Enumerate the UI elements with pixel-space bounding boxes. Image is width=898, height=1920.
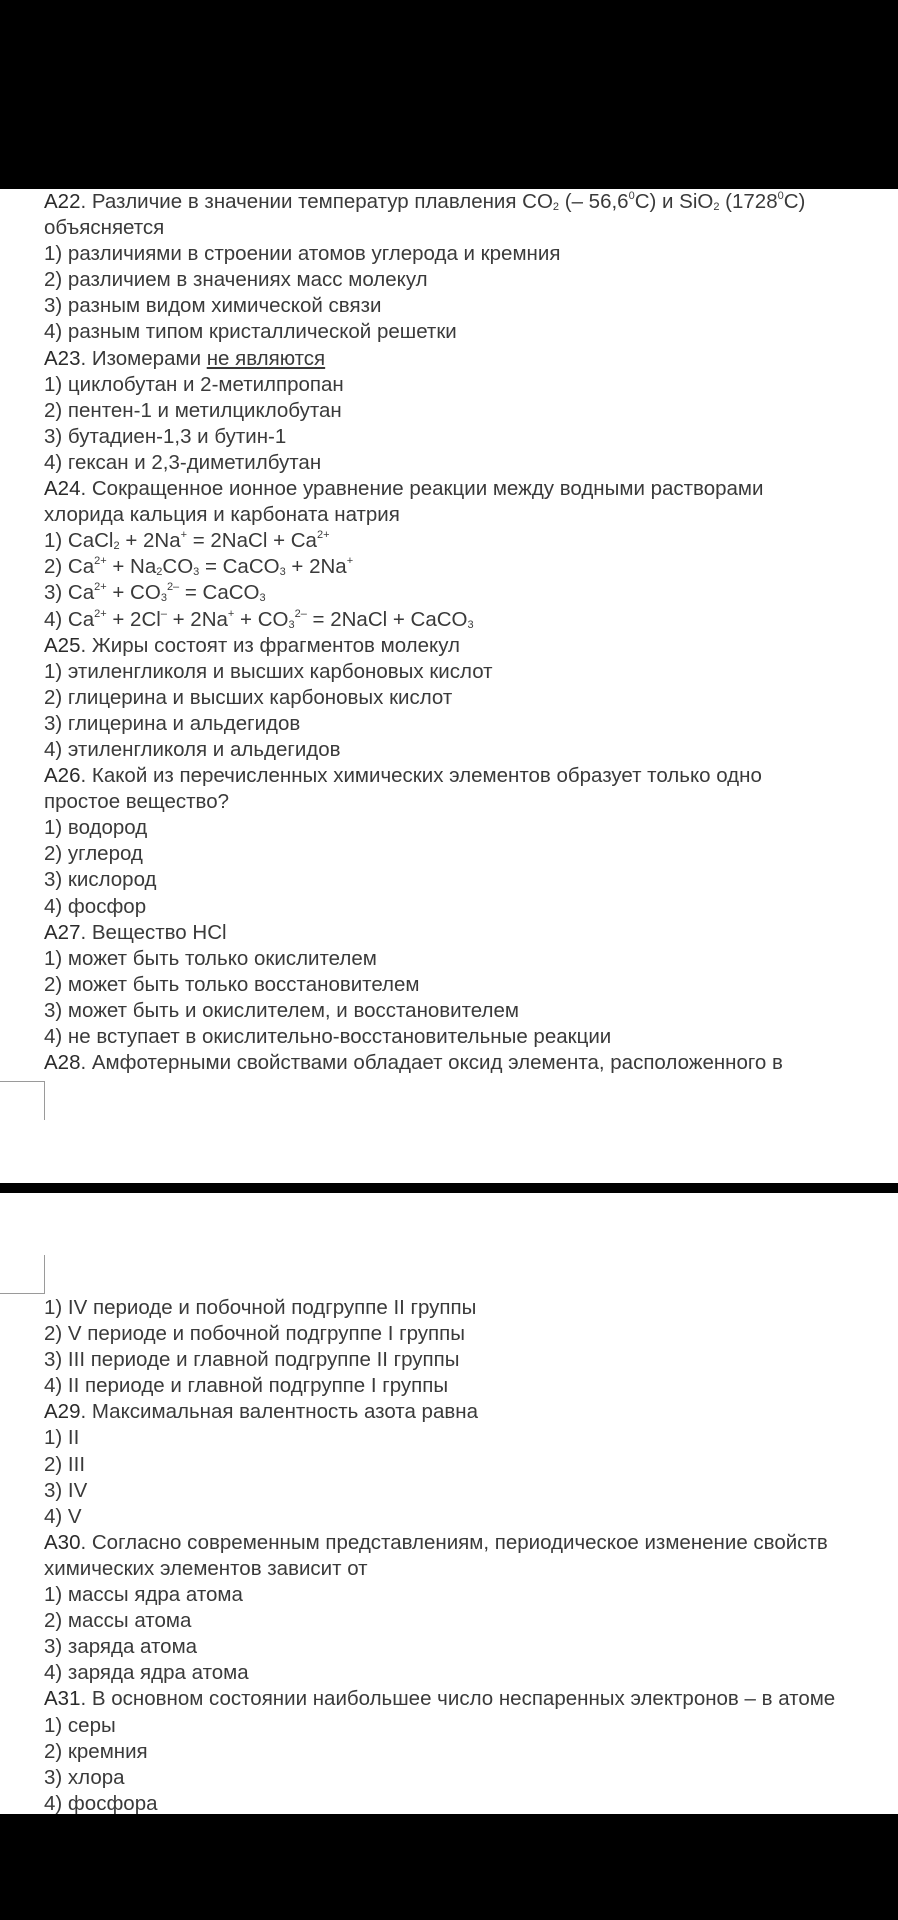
answer-option: 1) этиленгликоля и высших карбоновых кислот	[44, 659, 493, 683]
superscript: 2+	[94, 607, 107, 620]
formula-text: + CO	[234, 607, 289, 631]
question-continuation: объясняется	[44, 216, 165, 240]
question-a28	[44, 1050, 894, 1076]
question-text: . Максимальная валентность азота равна	[80, 1400, 478, 1424]
answer-option: 1) серы	[44, 1713, 116, 1737]
superscript: +	[346, 555, 354, 568]
subscript: 3	[160, 592, 167, 605]
question-number: A23	[44, 346, 81, 370]
answer-option: 3) IV	[44, 1478, 88, 1502]
answer-option: 2) III	[44, 1452, 86, 1476]
question-text: . Вещество HCl	[80, 920, 227, 944]
page-corner-mark	[0, 1081, 45, 1120]
answer-option: 4) заряда ядра атома	[44, 1661, 249, 1685]
question-number: A26	[44, 764, 81, 788]
superscript: 2–	[166, 581, 180, 594]
subscript: 2	[113, 540, 120, 553]
question-a22	[44, 189, 894, 215]
answer-option: 4) не вступает в окислительно-восстановительные реакции	[44, 1025, 612, 1048]
answer-option-formula	[44, 580, 894, 606]
formula-text: = 2NaCl + CaCO	[306, 607, 468, 631]
superscript: 2+	[94, 555, 107, 568]
answer-option: 3) глицерина и альдегидов	[44, 711, 301, 735]
question-continuation: химических элементов зависит от	[44, 1556, 368, 1580]
question-a31	[44, 1686, 894, 1712]
subscript: 2	[713, 201, 720, 213]
answer-option: 3) бутадиен-1,3 и бутин-1	[44, 424, 287, 448]
answer-option: 2) глицерина и высших карбоновых кислот	[44, 685, 453, 709]
answer-option: 1) может быть только окислителем	[44, 946, 377, 970]
answer-option: 4) гексан и 2,3-диметилбутан	[44, 450, 322, 474]
answer-option: 4) разным типом кристаллической решетки	[44, 320, 457, 344]
superscript: +	[227, 607, 235, 620]
question-text: (1728	[719, 190, 778, 213]
question-text: C) и SiO	[634, 190, 714, 213]
question-number: A30	[44, 1530, 81, 1554]
answer-option: 1) различиями в строении атомов углерода и кремния	[44, 242, 561, 266]
answer-option: 3) может быть и окислителем, и восстановителем	[44, 998, 519, 1022]
document-page-2	[0, 1193, 898, 1814]
answer-option: 2) кремния	[44, 1739, 148, 1763]
formula-text: + 2Cl	[106, 607, 161, 631]
superscript: 0	[777, 190, 784, 202]
superscript: 0	[628, 190, 635, 202]
page-2-content	[44, 1295, 894, 1814]
question-a24	[44, 476, 894, 502]
question-number: A28	[44, 1051, 81, 1075]
question-text: . Амфотерными свойствами обладает оксид элемента, расположенного в	[80, 1051, 783, 1075]
formula-text: + 2Na	[285, 555, 347, 579]
answer-option: 2) V периоде и побочной подгруппе I группы	[44, 1322, 465, 1346]
document-page-1	[0, 189, 898, 1183]
formula-text: 2) Ca	[44, 555, 95, 579]
question-text: . Согласно современным представлениям, периодическое изменение свойств	[80, 1530, 828, 1554]
question-text: . Какой из перечисленных химических элементов образует только одно	[80, 764, 762, 788]
superscript: –	[160, 607, 167, 620]
formula-text: + CO	[106, 581, 161, 605]
question-a29	[44, 1399, 894, 1425]
question-text: . Изомерами	[80, 346, 207, 370]
question-number: A24	[44, 477, 81, 501]
answer-option: 1) II	[44, 1426, 80, 1450]
page-1-content	[44, 189, 894, 1076]
answer-option: 2) может быть только восстановителем	[44, 972, 420, 996]
superscript: 2–	[294, 607, 307, 620]
question-text: . Сокращенное ионное уравнение реакции между водными растворами	[80, 477, 764, 501]
answer-option: 2) массы атома	[44, 1609, 192, 1633]
question-a25	[44, 633, 894, 659]
answer-option: 4) II периоде и главной подгруппе I группы	[44, 1374, 449, 1398]
subscript: 3	[193, 566, 200, 579]
question-a27	[44, 920, 894, 946]
answer-option: 1) водород	[44, 816, 148, 840]
answer-option: 3) III периоде и главной подгруппе II группы	[44, 1348, 460, 1372]
formula-text: 4) Ca	[44, 607, 95, 631]
subscript: 3	[288, 618, 295, 631]
question-a23	[44, 346, 894, 372]
question-a30	[44, 1530, 894, 1556]
answer-option-formula	[44, 554, 894, 580]
formula-text: CO	[162, 555, 194, 579]
answer-option: 4) фосфор	[44, 894, 147, 918]
question-text: C)	[783, 190, 806, 213]
formula-text: + 2Na	[119, 529, 181, 553]
superscript: 2+	[94, 581, 107, 594]
answer-option: 3) хлора	[44, 1765, 125, 1789]
answer-option: 4) фосфора	[44, 1791, 158, 1814]
question-number: A29	[44, 1400, 81, 1424]
formula-text: = CaCO	[179, 581, 260, 605]
formula-text: + 2Na	[166, 607, 228, 631]
formula-text: = CaCO	[199, 555, 280, 579]
answer-option-formula	[44, 528, 894, 554]
answer-option: 1) циклобутан и 2-метилпропан	[44, 372, 344, 396]
question-number: A31	[44, 1687, 81, 1711]
question-number: A25	[44, 633, 81, 657]
subscript: 2	[156, 566, 163, 579]
superscript: +	[180, 529, 188, 542]
subscript: 3	[259, 592, 266, 605]
formula-text: + Na	[106, 555, 157, 579]
answer-option: 2) углерод	[44, 842, 143, 866]
answer-option: 1) массы ядра атома	[44, 1583, 243, 1607]
formula-text: = 2NaCl + Ca	[187, 529, 317, 553]
answer-option: 1) IV периоде и побочной подгруппе II группы	[44, 1296, 477, 1319]
answer-option: 2) пентен-1 и метилциклобутан	[44, 398, 342, 422]
question-text: . Различие в значении температур плавления CO	[80, 190, 553, 213]
answer-option: 3) заряда атома	[44, 1635, 198, 1659]
answer-option: 4) V	[44, 1504, 82, 1528]
subscript: 2	[552, 201, 560, 213]
question-number: A27	[44, 920, 81, 944]
formula-text: 3) Ca	[44, 581, 95, 605]
question-text: . Жиры состоят из фрагментов молекул	[80, 633, 460, 657]
question-continuation: хлорида кальция и карбоната натрия	[44, 503, 400, 527]
question-text: (– 56,6	[559, 190, 629, 213]
subscript: 3	[279, 566, 286, 579]
question-number: A22	[44, 190, 81, 213]
underlined-text: не являются	[206, 346, 326, 370]
answer-option-formula	[44, 607, 894, 633]
page-corner-mark	[0, 1255, 45, 1294]
subscript: 3	[467, 618, 474, 631]
answer-option: 2) различием в значениях масс молекул	[44, 268, 428, 292]
question-a26	[44, 763, 894, 789]
answer-option: 3) разным видом химической связи	[44, 294, 382, 318]
answer-option: 3) кислород	[44, 868, 157, 892]
question-continuation: простое вещество?	[44, 790, 230, 814]
answer-option: 4) этиленгликоля и альдегидов	[44, 737, 341, 761]
question-text: . В основном состоянии наибольшее число неспаренных электронов – в атоме	[80, 1687, 836, 1711]
formula-text: 1) CaCl	[44, 529, 114, 553]
superscript: 2+	[316, 529, 330, 542]
